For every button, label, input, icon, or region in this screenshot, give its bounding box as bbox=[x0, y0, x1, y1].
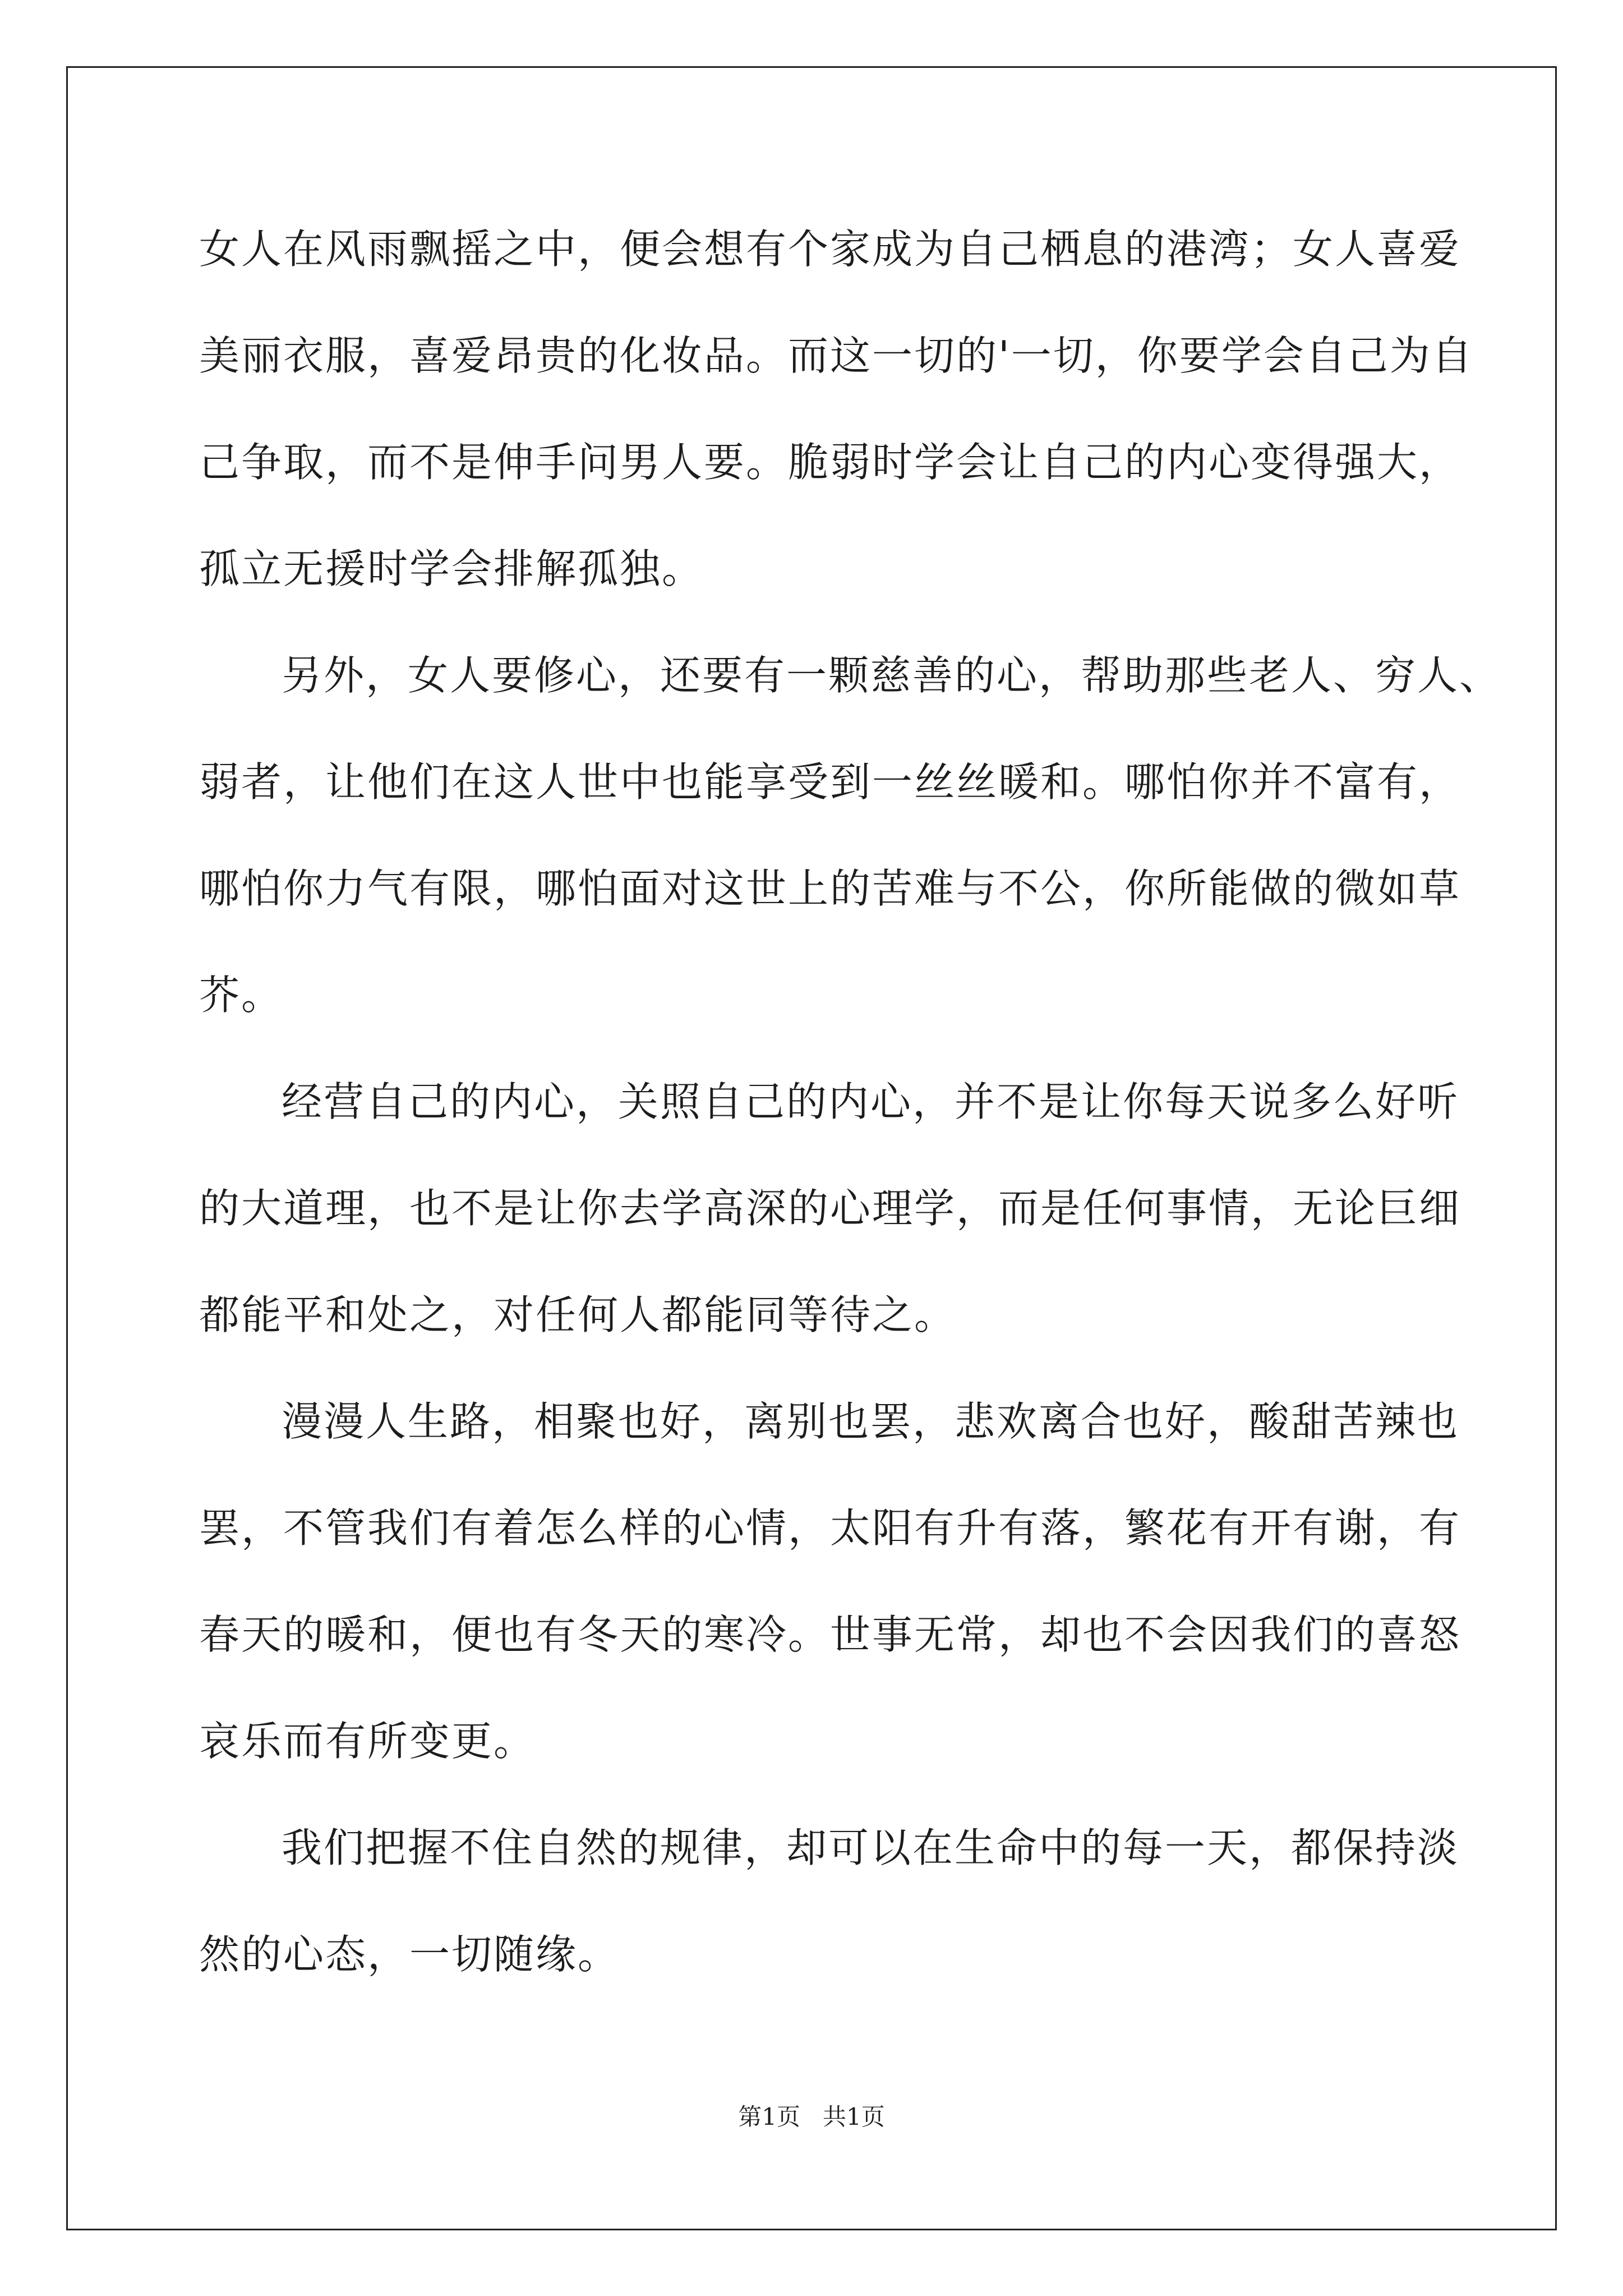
text-line: 都能平和处之，对任何人都能同等待之。 bbox=[199, 1291, 957, 1338]
text-line: 罢，不管我们有着怎么样的心情，太阳有升有落，繁花有开有谢，有 bbox=[199, 1504, 1461, 1552]
text-line: 春天的暖和，便也有冬天的寒冷。世事无常，却也不会因我们的喜怒 bbox=[199, 1611, 1461, 1658]
text-line: 美丽衣服，喜爱昂贵的化妆品。而这一切的'一切，你要学会自己为自 bbox=[199, 332, 1474, 379]
text-line: 的大道理，也不是让你去学高深的心理学，而是任何事情，无论巨细 bbox=[199, 1185, 1461, 1232]
paragraph-first-line: 另外，女人要修心，还要有一颗慈善的心，帮助那些老人、穷人、 bbox=[282, 652, 1502, 699]
text-line: 哀乐而有所变更。 bbox=[199, 1718, 536, 1765]
text-line: 然的心态，一切随缘。 bbox=[199, 1931, 620, 1978]
page-border bbox=[66, 66, 1557, 2230]
page-footer: 第1页 共1页 bbox=[738, 2103, 885, 2131]
text-line: 女人在风雨飘摇之中，便会想有个家成为自己栖息的港湾；女人喜爱 bbox=[199, 226, 1461, 273]
text-line: 己争取，而不是伸手问男人要。脆弱时学会让自己的内心变得强大， bbox=[199, 439, 1461, 486]
paragraph-first-line: 我们把握不住自然的规律，却可以在生命中的每一天，都保持淡 bbox=[282, 1824, 1460, 1871]
paragraph-first-line: 经营自己的内心，关照自己的内心，并不是让你每天说多么好听 bbox=[282, 1078, 1460, 1125]
text-line: 弱者，让他们在这人世中也能享受到一丝丝暖和。哪怕你并不富有， bbox=[199, 758, 1461, 806]
text-line: 哪怕你力气有限，哪怕面对这世上的苦难与不公，你所能做的微如草 bbox=[199, 865, 1461, 912]
text-line: 芥。 bbox=[199, 972, 284, 1019]
paragraph-first-line: 漫漫人生路，相聚也好，离别也罢，悲欢离合也好，酸甜苦辣也 bbox=[282, 1398, 1460, 1445]
text-line: 孤立无援时学会排解孤独。 bbox=[199, 545, 704, 592]
